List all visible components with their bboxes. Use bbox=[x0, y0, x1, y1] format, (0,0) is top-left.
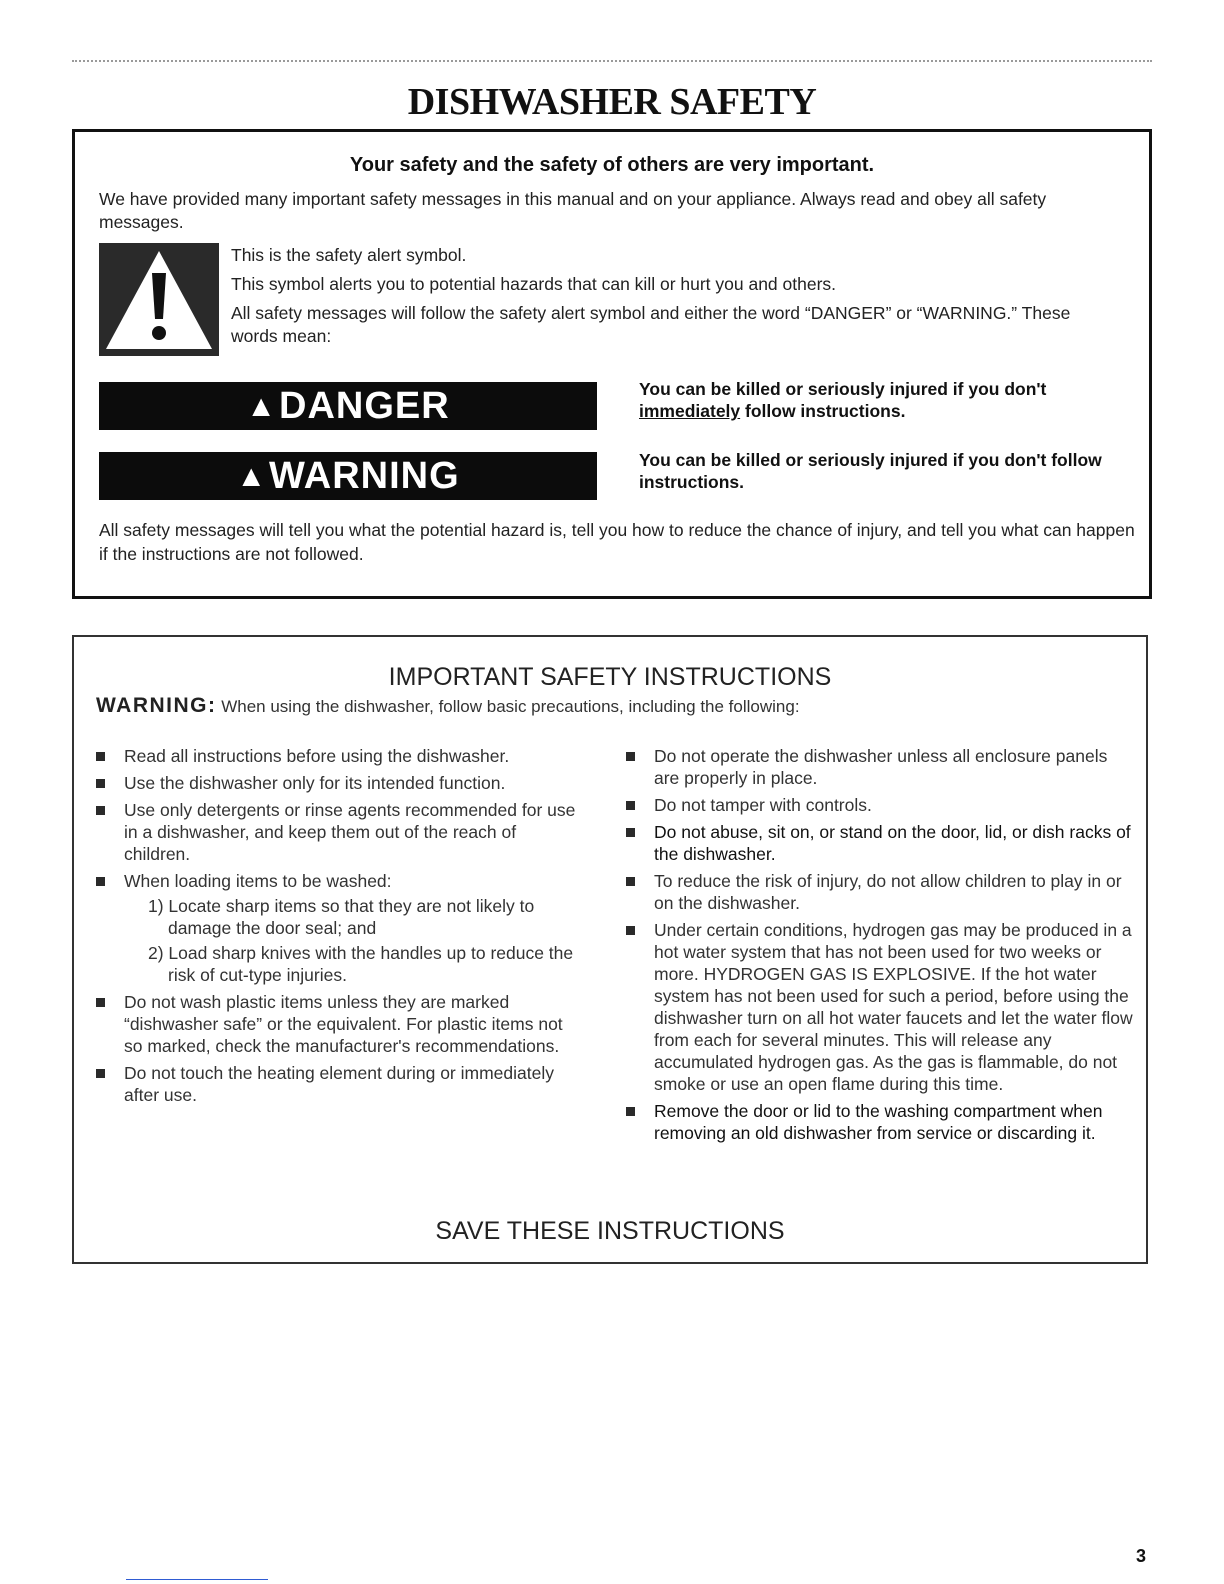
item-text: Do not abuse, sit on, or stand on the door, lid, or dish racks of the dishwasher. bbox=[654, 822, 1131, 864]
square-bullet-icon bbox=[626, 801, 635, 810]
warning-signal-bar bbox=[99, 452, 597, 500]
list-item bbox=[96, 799, 581, 865]
list-item bbox=[96, 772, 581, 794]
item-text: When loading items to be washed: bbox=[124, 871, 392, 891]
square-bullet-icon bbox=[96, 998, 105, 1007]
square-bullet-icon bbox=[626, 877, 635, 886]
item-text: Do not tamper with controls. bbox=[654, 795, 872, 815]
danger-signal-bar bbox=[99, 382, 597, 430]
sub-item: 2) Load sharp knives with the handles up to reduce the risk of cut-type injuries. bbox=[148, 943, 574, 985]
footer-divider bbox=[126, 1579, 268, 1580]
page-title: DISHWASHER SAFETY bbox=[407, 81, 817, 123]
safety-intro: We have provided many important safety messages in this manual and on your appliance. Always read and obey all safety messages. bbox=[99, 189, 1047, 232]
list-item bbox=[96, 991, 581, 1057]
item-text: Read all instructions before using the dishwasher. bbox=[124, 746, 510, 766]
page-number: 3 bbox=[1136, 1546, 1147, 1566]
important-instructions-box bbox=[72, 635, 1148, 1264]
square-bullet-icon bbox=[96, 752, 105, 761]
square-bullet-icon bbox=[96, 779, 105, 788]
square-bullet-icon bbox=[626, 752, 635, 761]
danger-label: DANGER bbox=[279, 385, 450, 427]
warning-meaning: You can be killed or seriously injured if you don't follow instructions. bbox=[639, 450, 1102, 492]
item-text: Use the dishwasher only for its intended function. bbox=[124, 773, 506, 793]
warning-label: WARNING bbox=[269, 455, 460, 497]
list-item bbox=[96, 745, 581, 767]
danger-text: You can be killed or seriously injured if you don't bbox=[639, 379, 1047, 399]
instructions-left-column bbox=[96, 745, 581, 1111]
list-item bbox=[626, 919, 1136, 1095]
warning-triangle-icon: ▲ bbox=[236, 460, 268, 493]
list-item bbox=[96, 870, 581, 986]
safety-message-box bbox=[72, 129, 1152, 599]
save-instructions-footer: SAVE THESE INSTRUCTIONS bbox=[435, 1217, 785, 1245]
item-text: To reduce the risk of injury, do not allow children to play in or on the dishwasher. bbox=[654, 871, 1122, 913]
square-bullet-icon bbox=[96, 877, 105, 886]
list-item bbox=[626, 1100, 1136, 1144]
square-bullet-icon bbox=[626, 1107, 635, 1116]
danger-text-underlined: immediately bbox=[639, 401, 741, 421]
instructions-warning bbox=[96, 694, 800, 718]
instructions-right-column bbox=[626, 745, 1136, 1149]
item-text: Do not touch the heating element during or immediately after use. bbox=[124, 1063, 554, 1105]
square-bullet-icon bbox=[626, 828, 635, 837]
alert-line: This symbol alerts you to potential hazards that can kill or hurt you and others. bbox=[231, 274, 837, 294]
item-text: Under certain conditions, hydrogen gas may be produced in a hot water system that has not been used for two weeks or more. HYDROGEN GAS IS EXPLOSIVE. If the hot water system has not been used for such a period, before using the dishwasher turn on all hot water faucets and let the water flow from each for several minutes. This will release any accumulated hydrogen gas. As the gas is flammable, do not smoke or use an open flame during this time. bbox=[654, 920, 1133, 1094]
item-text: Remove the door or lid to the washing compartment when removing an old dishwasher from service or discarding it. bbox=[654, 1101, 1103, 1143]
alert-explanation bbox=[231, 244, 1111, 354]
safety-heading: Your safety and the safety of others are very important. bbox=[349, 154, 875, 176]
warning-word: WARNING: bbox=[96, 694, 217, 717]
sub-item: 1) Locate sharp items so that they are not likely to damage the door seal; and bbox=[148, 896, 535, 938]
alert-line: All safety messages will follow the safety alert symbol and either the word “DANGER” or “WARNING.” These words mean: bbox=[231, 303, 1071, 346]
warning-triangle-icon: ▲ bbox=[246, 390, 277, 423]
list-item bbox=[626, 870, 1136, 914]
instructions-title: IMPORTANT SAFETY INSTRUCTIONS bbox=[388, 663, 832, 691]
list-item bbox=[626, 794, 1136, 816]
list-item bbox=[626, 745, 1136, 789]
top-divider bbox=[72, 60, 1152, 62]
loading-subitems bbox=[124, 895, 581, 986]
item-text: Do not wash plastic items unless they are marked “dishwasher safe” or the equivalent. For plastic items not so marked, check the manufacturer's recommendations. bbox=[124, 992, 563, 1056]
warning-triangle-icon bbox=[99, 243, 219, 356]
item-text: Use only detergents or rinse agents recommended for use in a dishwasher, and keep them out of the reach of children. bbox=[124, 800, 576, 864]
alert-line: This is the safety alert symbol. bbox=[231, 245, 467, 265]
safety-closing: All safety messages will tell you what the potential hazard is, tell you how to reduce the chance of injury, and tell you what can happen if the instructions are not followed. bbox=[99, 520, 1135, 564]
item-text: Do not operate the dishwasher unless all enclosure panels are properly in place. bbox=[654, 746, 1108, 788]
square-bullet-icon bbox=[96, 806, 105, 815]
warning-text: When using the dishwasher, follow basic precautions, including the following: bbox=[216, 697, 800, 716]
square-bullet-icon bbox=[96, 1069, 105, 1078]
danger-meaning bbox=[639, 378, 1129, 422]
list-item bbox=[626, 821, 1136, 865]
square-bullet-icon bbox=[626, 926, 635, 935]
danger-text-end: follow instructions. bbox=[740, 401, 906, 421]
list-item bbox=[96, 1062, 581, 1106]
